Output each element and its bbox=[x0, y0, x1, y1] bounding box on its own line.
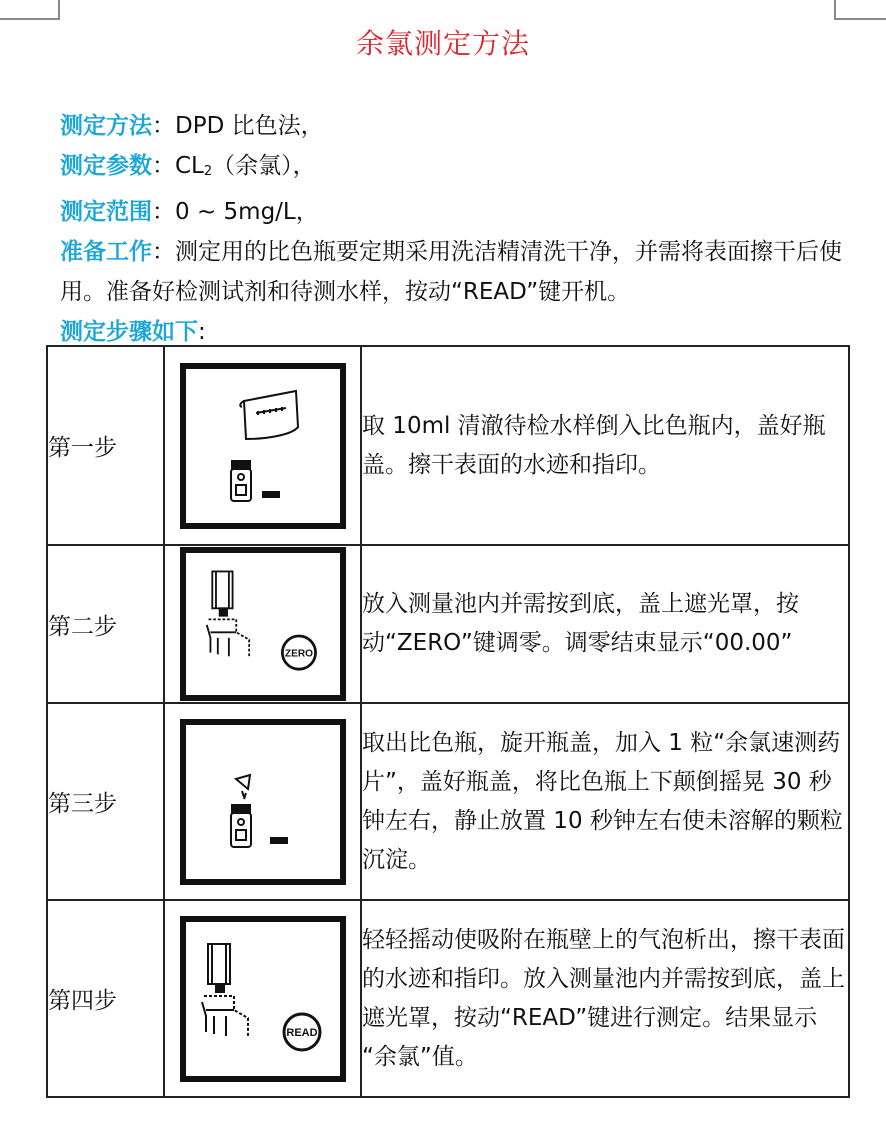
measure-cell-icon bbox=[202, 996, 248, 1036]
light-cover-icon bbox=[212, 571, 232, 615]
prep-value: 测定用的比色瓶要定期采用洗洁精清洗干净，并需将表面擦干后使用。准备好检测试剂和待测水样，按动“READ”键开机。 bbox=[60, 239, 842, 305]
light-cover-icon bbox=[208, 944, 230, 992]
method-value: DPD 比色法， bbox=[175, 113, 324, 139]
step-description: 放入测量池内并需按到底，盖上遮光罩，按动“ZERO”键调零。调零结束显示“00.00” bbox=[361, 545, 849, 703]
step-label: 第四步 bbox=[47, 900, 164, 1097]
crop-mark-left-vertical bbox=[58, 0, 60, 18]
steps-heading-key: 测定步骤如下 bbox=[60, 319, 198, 345]
range-key: 测定范围 bbox=[60, 199, 152, 225]
table-row bbox=[47, 900, 849, 1097]
param-value-post: （余氯）， bbox=[212, 153, 316, 179]
param-sep: ： bbox=[152, 153, 175, 179]
zero-measure-illustration bbox=[180, 547, 346, 701]
step-label: 第二步 bbox=[47, 545, 164, 703]
step-description: 轻轻摇动使吸附在瓶壁上的气泡析出，擦干表面的水迹和指印。放入测量池内并需按到底，盖上遮光罩，按动“READ”键进行测定。结果显示 “余氯”值。 bbox=[361, 900, 849, 1097]
table-row bbox=[47, 346, 849, 545]
param-row bbox=[60, 146, 850, 192]
step-illustration-cell bbox=[164, 545, 361, 703]
measure-cell-icon bbox=[206, 619, 248, 656]
prep-row bbox=[60, 232, 850, 312]
zero-button-label: ZERO bbox=[284, 648, 313, 660]
tablet-packet-icon bbox=[236, 775, 250, 799]
info-block bbox=[60, 106, 850, 352]
page-title: 余氯测定方法 bbox=[355, 27, 530, 60]
tablet-bottle-illustration bbox=[180, 719, 346, 885]
read-measure-illustration bbox=[180, 916, 346, 1082]
method-key: 测定方法 bbox=[60, 113, 152, 139]
crop-mark-right-vertical bbox=[834, 0, 836, 18]
beaker-bottle-illustration bbox=[180, 363, 346, 529]
steps-table bbox=[46, 345, 850, 1098]
display-bar-icon bbox=[270, 837, 288, 844]
step-illustration-cell bbox=[164, 703, 361, 900]
range-value: 0 ~ 5mg/L， bbox=[175, 199, 319, 225]
param-key: 测定参数 bbox=[60, 153, 152, 179]
sample-bottle-icon bbox=[231, 461, 251, 501]
display-bar-icon bbox=[262, 491, 280, 498]
read-button-label: READ bbox=[285, 1026, 318, 1039]
crop-mark-right-horizontal bbox=[834, 18, 886, 20]
sample-bottle-icon bbox=[231, 805, 251, 847]
param-value-sub: 2 bbox=[203, 164, 213, 179]
table-row bbox=[47, 703, 849, 900]
method-row bbox=[60, 106, 850, 146]
step-label: 第三步 bbox=[47, 703, 164, 900]
range-sep: ： bbox=[152, 199, 175, 225]
table-row bbox=[47, 545, 849, 703]
prep-sep: ： bbox=[152, 239, 175, 265]
range-row bbox=[60, 192, 850, 232]
step-illustration-cell bbox=[164, 900, 361, 1097]
crop-mark-left-horizontal bbox=[0, 18, 60, 20]
beaker-icon bbox=[240, 391, 298, 439]
step-label: 第一步 bbox=[47, 346, 164, 545]
step-description: 取出比色瓶，旋开瓶盖，加入 1 粒“余氯速测药片”，盖好瓶盖，将比色瓶上下颠倒摇晃 30 秒钟左右，静止放置 10 秒钟左右使未溶解的颗粒沉淀。 bbox=[361, 703, 849, 900]
step-description: 取 10ml 清澈待检水样倒入比色瓶内，盖好瓶盖。擦干表面的水迹和指印。 bbox=[361, 346, 849, 545]
method-sep: ： bbox=[152, 113, 175, 139]
prep-key: 准备工作 bbox=[60, 239, 152, 265]
steps-heading-sep: : bbox=[198, 319, 206, 345]
step-illustration-cell bbox=[164, 346, 361, 545]
param-value-pre: CL bbox=[175, 153, 204, 179]
